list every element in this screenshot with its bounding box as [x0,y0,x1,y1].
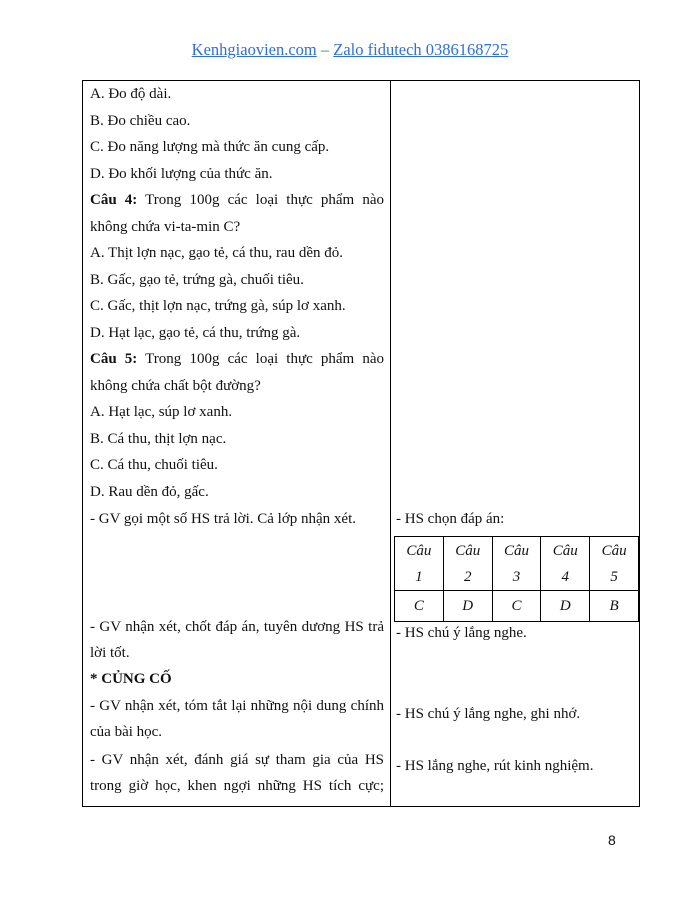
q5-option-c: C. Cá thu, chuối tiêu. [90,457,218,473]
q5-text-line1: Trong 100g các loại thực phẩm nào [137,351,385,367]
answer-header-cell: Câu 4 [541,537,590,591]
lesson-table [82,80,640,807]
section-title: * CỦNG CỐ [90,671,172,687]
gv-summary-line2: của bài học. [90,724,163,740]
gv-conclude-line1: - GV nhận xét, chốt đáp án, tuyên dương HS trả [90,619,384,635]
gv-assess-line2: trong giờ học, khen ngợi những HS tích cực; [90,778,384,794]
answer-cell: C [395,591,444,622]
answer-cell: C [492,591,541,622]
gv-assess-line1: - GV nhận xét, đánh giá sự tham gia của HS [90,752,384,768]
q4-option-c: C. Gấc, thịt lợn nạc, trứng gà, súp lơ xanh. [90,298,346,314]
answer-table-header-row [395,537,639,591]
site-name[interactable]: Kenhgiaovien.com [191,40,317,59]
answer-header-cell: Câu 5 [590,537,639,591]
answer-header-cell: Câu 2 [443,537,492,591]
q5-text-line2: không chứa chất bột đường? [90,378,261,394]
answer-table [394,536,639,622]
gv-call-text: - GV gọi một số HS trả lời. Cả lớp nhận xét. [90,511,356,527]
q4-question [90,187,384,214]
q5-question [90,346,384,373]
hs-experience-text: - HS lắng nghe, rút kinh nghiệm. [396,758,594,774]
q4-option-d: D. Hạt lạc, gạo tẻ, cá thu, trứng gà. [90,325,301,341]
q5-label: Câu 5: [90,351,138,367]
answer-header-cell: Câu 1 [395,537,444,591]
q5-option-b: B. Cá thu, thịt lợn nạc. [90,431,227,447]
q4-option-a: A. Thịt lợn nạc, gạo tẻ, cá thu, rau dền đỏ. [90,245,344,261]
answer-header-cell: Câu 3 [492,537,541,591]
page-header [0,40,700,60]
q4-text-line2: không chứa vi-ta-min C? [90,219,241,235]
answer-cell: B [590,591,639,622]
q5-option-a: A. Hạt lạc, súp lơ xanh. [90,404,233,420]
gv-conclude-line2: lời tốt. [90,645,130,661]
q4-option-b: B. Gấc, gạo tẻ, trứng gà, chuối tiêu. [90,272,304,288]
hs-listen-text: - HS chú ý lắng nghe. [396,625,527,641]
answer-cell: D [541,591,590,622]
q4-label: Câu 4: [90,192,138,208]
q4-text-line1: Trong 100g các loại thực phẩm nào [137,192,385,208]
column-divider [390,81,391,806]
q3-option-c: C. Đo năng lượng mà thức ăn cung cấp. [90,139,330,155]
header-separator: – [316,40,334,59]
hs-choose-text: - HS chọn đáp án: [396,511,505,527]
gv-summary-line1: - GV nhận xét, tóm tắt lại những nội dung chính [90,698,384,714]
q5-option-d: D. Rau dền đỏ, gấc. [90,484,209,500]
page-number: 8 [608,832,616,848]
contact-info[interactable]: Zalo fidutech 0386168725 [333,40,509,59]
q3-option-b: B. Đo chiều cao. [90,113,191,129]
q3-option-a: A. Đo độ dài. [90,86,172,102]
q3-option-d: D. Đo khối lượng của thức ăn. [90,166,273,182]
hs-listen-remember-text: - HS chú ý lắng nghe, ghi nhớ. [396,706,581,722]
answer-cell: D [443,591,492,622]
answer-table-value-row [395,591,639,622]
